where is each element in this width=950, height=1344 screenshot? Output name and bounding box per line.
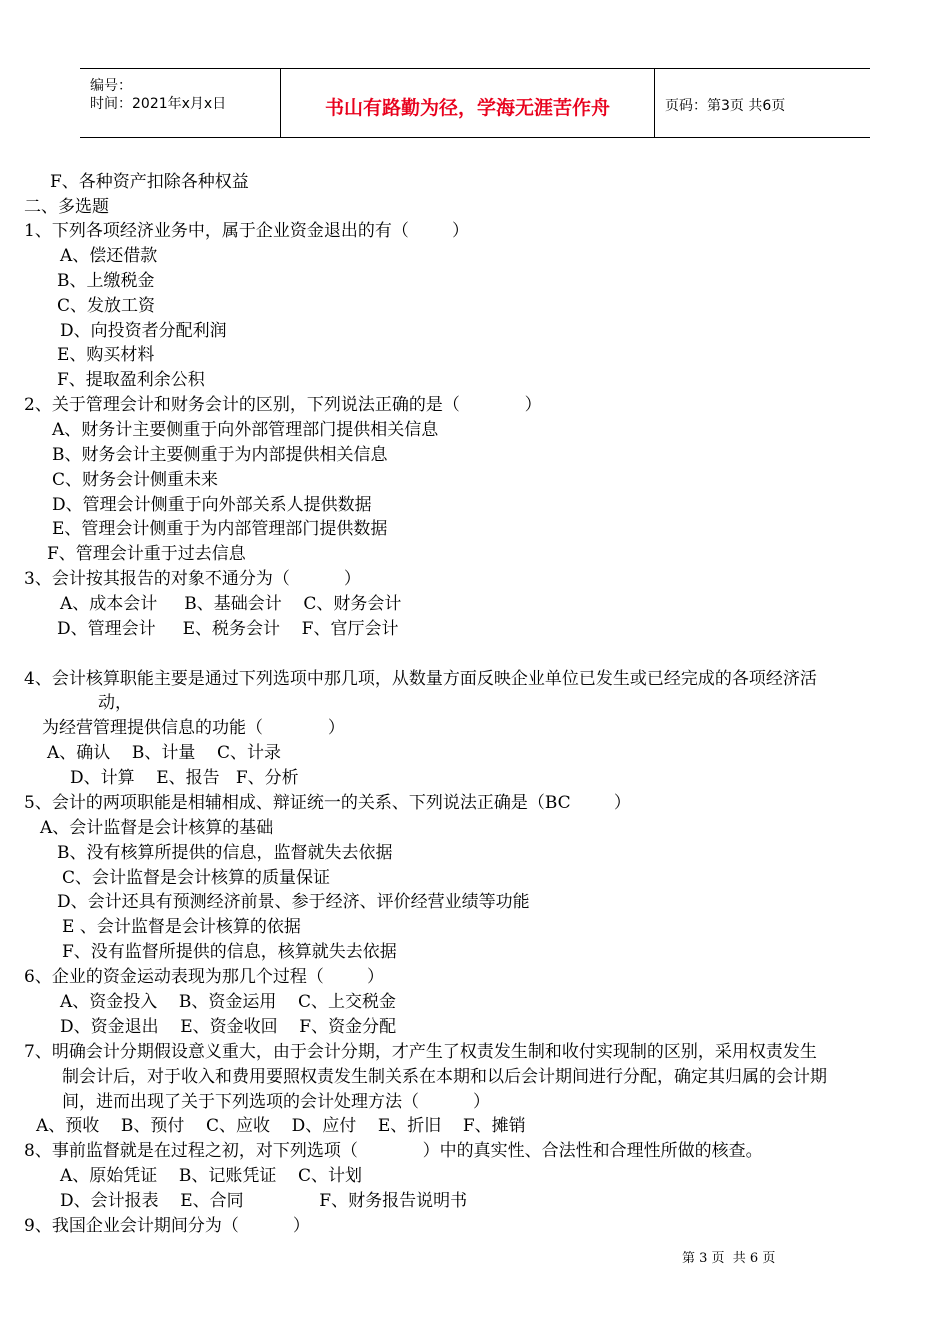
option-line: D、会计还具有预测经济前景、参于经济、评价经营业绩等功能	[57, 892, 530, 912]
page-footer: 第 3 页 共 6 页	[682, 1251, 776, 1266]
option-line: A、资金投入 B、资金运用 C、上交税金	[60, 992, 397, 1012]
option-line: C、财务会计侧重未来	[52, 470, 219, 490]
option-line: F、管理会计重于过去信息	[47, 544, 246, 564]
question-line: 动，	[98, 693, 132, 713]
section-heading: 二、多选题	[24, 197, 109, 217]
option-line: B、没有核算所提供的信息，监督就失去依据	[57, 843, 393, 863]
option-line: D、管理会计侧重于向外部关系人提供数据	[52, 495, 372, 515]
option-line: A、财务计主要侧重于向外部管理部门提供相关信息	[52, 420, 439, 440]
option-line: A、预收 B、预付 C、应收 D、应付 E、折旧 F、摊销	[36, 1116, 526, 1136]
option-line: C、会计监督是会计核算的质量保证	[62, 868, 331, 888]
header-page-number: 页码：第3页 共6页	[665, 98, 786, 114]
option-line: E 、会计监督是会计核算的依据	[62, 917, 301, 937]
option-line: F、没有监督所提供的信息，核算就失去依据	[62, 942, 397, 962]
option-line: E、管理会计侧重于为内部管理部门提供数据	[52, 519, 388, 539]
question-line: 9、我国企业会计期间分为（ ）	[24, 1216, 310, 1236]
option-line: D、管理会计 E、税务会计 F、官厅会计	[57, 619, 399, 639]
option-line: B、上缴税金	[57, 271, 155, 291]
document-number-label: 编号：	[90, 78, 132, 94]
option-line: D、向投资者分配利润	[60, 321, 227, 341]
option-line: E、购买材料	[57, 345, 155, 365]
header-left-cell	[80, 69, 281, 137]
option-line: A、会计监督是会计核算的基础	[40, 818, 274, 838]
header-middle-cell	[281, 69, 655, 137]
page-header	[80, 68, 870, 138]
text-line: F、各种资产扣除各种权益	[50, 172, 249, 192]
question-line: 4、会计核算职能主要是通过下列选项中那几项，从数量方面反映企业单位已发生或已经完成的各项经济活	[24, 669, 817, 689]
question-line: 3、会计按其报告的对象不通分为（ ）	[24, 569, 361, 589]
question-line: 5、会计的两项职能是相辅相成、辩证统一的关系、下列说法正确是（BC ）	[24, 793, 631, 813]
question-line: 7、明确会计分期假设意义重大，由于会计分期，才产生了权责发生制和收付实现制的区别，采用权责发生	[24, 1042, 817, 1062]
question-line: 制会计后，对于收入和费用要照权责发生制关系在本期和以后会计期间进行分配，确定其归属的会计期	[62, 1067, 827, 1087]
question-line: 1、下列各项经济业务中，属于企业资金退出的有（ ）	[24, 221, 470, 241]
option-line: A、成本会计 B、基础会计 C、财务会计	[60, 594, 402, 614]
option-line: A、原始凭证 B、记账凭证 C、计划	[60, 1166, 363, 1186]
option-line: A、确认 B、计量 C、计录	[47, 743, 282, 763]
option-line: D、资金退出 E、资金收回 F、资金分配	[60, 1017, 397, 1037]
question-line: 2、关于管理会计和财务会计的区别，下列说法正确的是（ ）	[24, 395, 542, 415]
question-line: 间，进而出现了关于下列选项的会计处理方法（ ）	[62, 1092, 491, 1112]
option-line: D、会计报表 E、合同 F、财务报告说明书	[60, 1191, 468, 1211]
document-date: 时间：2021年x月x日	[90, 96, 227, 112]
question-line: 8、事前监督就是在过程之初，对下列选项（ ）中的真实性、合法性和合理性所做的核查。	[24, 1141, 763, 1161]
option-line: F、提取盈利余公积	[57, 370, 205, 390]
option-line: C、发放工资	[57, 296, 156, 316]
option-line: D、计算 E、报告 F、分析	[70, 768, 299, 788]
option-line: A、偿还借款	[60, 246, 158, 266]
question-line: 为经营管理提供信息的功能（ ）	[42, 718, 345, 738]
header-motto: 书山有路勤为径，学海无涯苦作舟	[324, 97, 610, 119]
question-line: 6、企业的资金运动表现为那几个过程（ ）	[24, 967, 385, 987]
header-right-cell	[655, 69, 870, 137]
option-line: B、财务会计主要侧重于为内部提供相关信息	[52, 445, 388, 465]
